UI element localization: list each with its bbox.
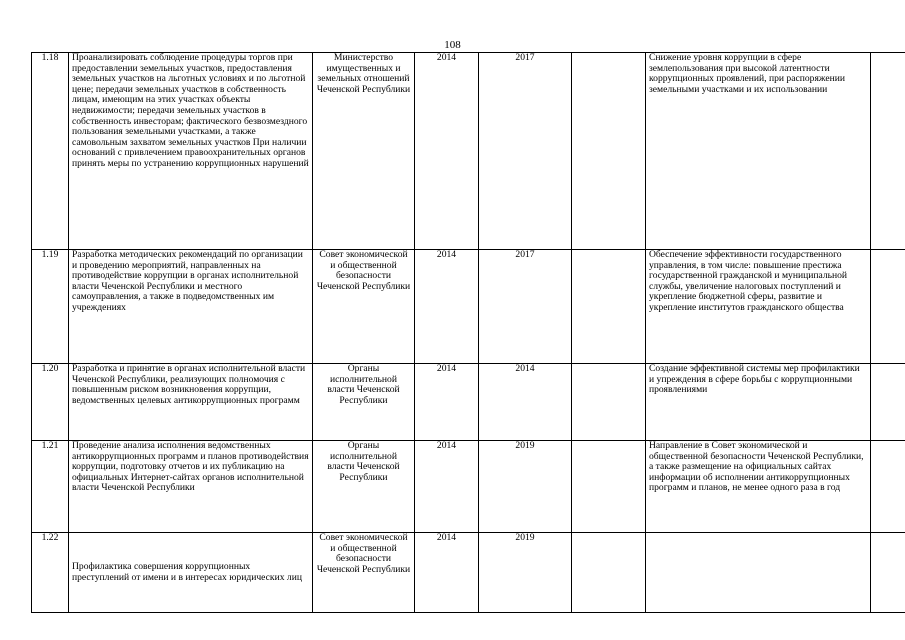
table-row — [32, 53, 905, 250]
row-number: 1.21 — [32, 441, 69, 533]
end-year: 2019 — [479, 533, 572, 613]
executor: Органы исполнительной власти Чеченской Республики — [313, 364, 415, 441]
table-row — [32, 441, 905, 533]
start-year: 2014 — [415, 53, 479, 250]
row-number: 1.19 — [32, 250, 69, 364]
executor: Совет экономической и общественной безопасности Чеченской Республики — [313, 533, 415, 613]
empty-cell — [572, 53, 646, 250]
end-year: 2017 — [479, 250, 572, 364]
table-row — [32, 364, 905, 441]
expected-result: Направление в Совет экономической и общественной безопасности Чеченской Республики, а также размещение на официальных сайтах информации об исполнении антикоррупционных программ и планов, не менее одного раза в год — [646, 441, 871, 533]
row-number: 1.22 — [32, 533, 69, 613]
row-number: 1.18 — [32, 53, 69, 250]
end-year: 2014 — [479, 364, 572, 441]
end-year: 2017 — [479, 53, 572, 250]
expected-result: Обеспечение эффективности государственного управления, в том числе: повышение престижа государственной гражданской и муниципальной службы, увеличение налоговых поступлений и укрепление бюджетной сферы, развитие и укрепление институтов гражданского общества — [646, 250, 871, 364]
empty-cell — [572, 250, 646, 364]
table-row — [32, 250, 905, 364]
measures-table — [31, 52, 905, 613]
note-cell — [871, 53, 905, 250]
empty-cell — [572, 364, 646, 441]
table-row — [32, 533, 905, 613]
task-description: Разработка методических рекомендаций по организации и проведению мероприятий, направленных на противодействие коррупции в органах исполнительной власти Чеченской Республики и местного самоуправления, а также в подведомственных им учреждениях — [69, 250, 313, 364]
note-cell — [871, 250, 905, 364]
executor: Министерство имущественных и земельных отношений Чеченской Республики — [313, 53, 415, 250]
note-cell — [871, 533, 905, 613]
expected-result: Снижение уровня коррупции в сфере землепользования при высокой латентности коррупционных проявлений, при распоряжении земельными участками и их использовании — [646, 53, 871, 250]
expected-result: Создание эффективной системы мер профилактики и упреждения в сфере борьбы с коррупционными проявлениями — [646, 364, 871, 441]
empty-cell — [572, 441, 646, 533]
task-description: Разработка и принятие в органах исполнительной власти Чеченской Республики, реализующих полномочия с повышенным риском возникновения коррупции, ведомственных целевых антикоррупционных программ — [69, 364, 313, 441]
start-year: 2014 — [415, 364, 479, 441]
row-number: 1.20 — [32, 364, 69, 441]
note-cell — [871, 364, 905, 441]
empty-cell — [572, 533, 646, 613]
expected-result — [646, 533, 871, 613]
start-year: 2014 — [415, 441, 479, 533]
note-cell — [871, 441, 905, 533]
page-number: 108 — [444, 39, 461, 51]
task-description: Проанализировать соблюдение процедуры торгов при предоставлении земельных участков, предоставления земельных участков на льготных условиях и по льготной цене; передачи земельных участков в собственность лицам, имеющим на этих участках объекты недвижимости; передачи земельных участков в собственность инвесторам; фактического безвозмездного пользования земельными участками, а также самовольным захватом земельных участков При наличии оснований с привлечением правоохранительных органов принять меры по устранению коррупционных нарушений — [69, 53, 313, 250]
start-year: 2014 — [415, 533, 479, 613]
start-year: 2014 — [415, 250, 479, 364]
executor: Совет экономической и общественной безопасности Чеченской Республики — [313, 250, 415, 364]
end-year: 2019 — [479, 441, 572, 533]
task-description: Проведение анализа исполнения ведомственных антикоррупционных программ и планов противодействия коррупции, подготовку отчетов и их публикацию на официальных Интернет-сайтах органов исполнительной власти Чеченской Республики — [69, 441, 313, 533]
executor: Органы исполнительной власти Чеченской Республики — [313, 441, 415, 533]
task-description: Профилактика совершения коррупционных преступлений от имени и в интересах юридических лиц — [69, 533, 313, 613]
